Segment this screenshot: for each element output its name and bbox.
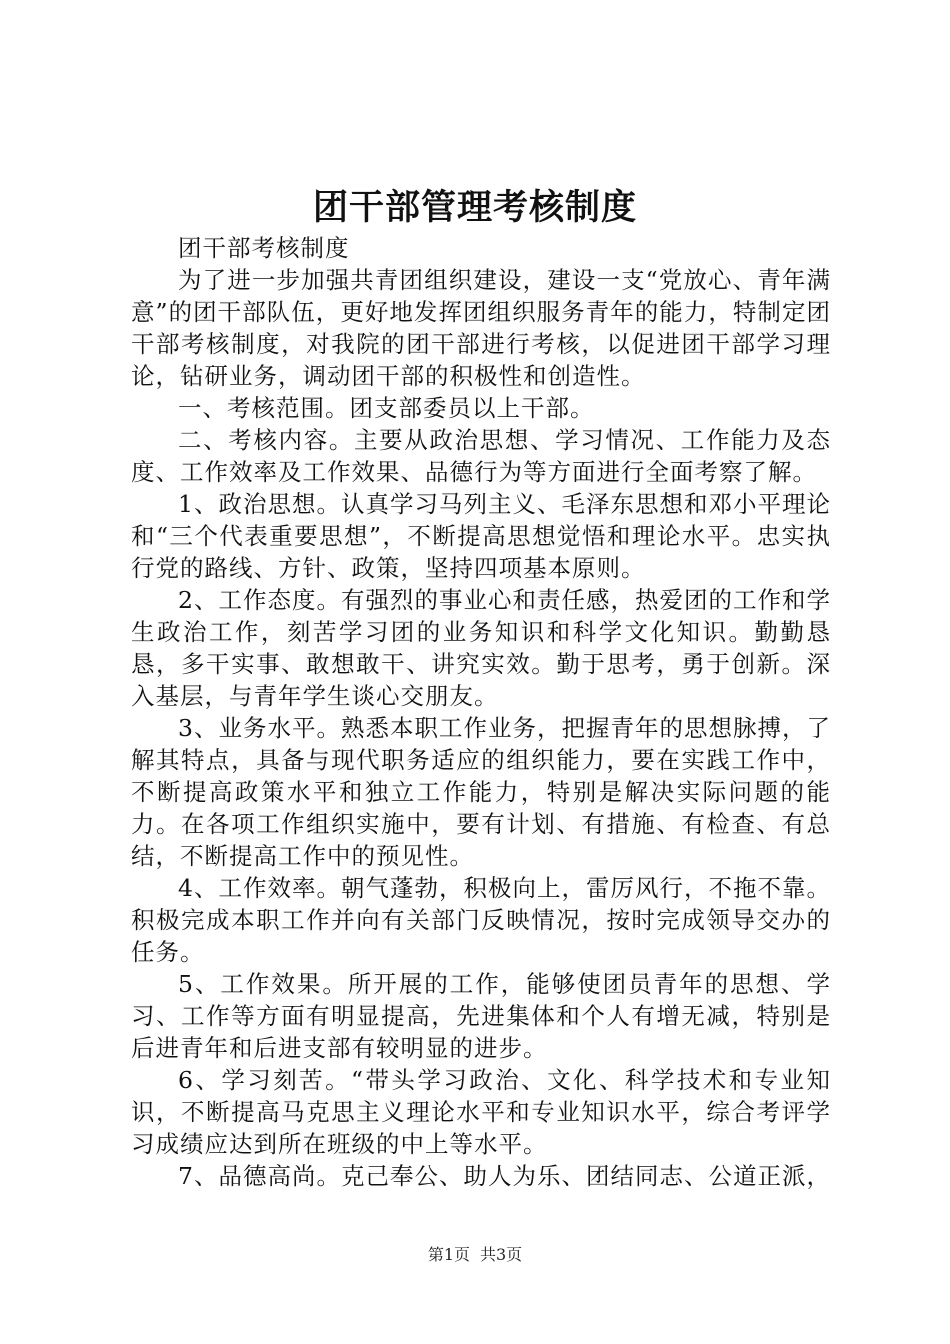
paragraph-item-7: 7、品德高尚。克己奉公、助人为乐、团结同志、公道正派， (178, 1162, 831, 1190)
paragraph-scope: 一、考核范围。团支部委员以上干部。 (178, 394, 595, 422)
paragraph-item-5: 5、工作效果。所开展的工作，能够使团员青年的思想、学习、工作等方面有明显提高，先进集体和个人有增无减，特别是后进青年和后进支部有较明显的进步。 (131, 970, 831, 1062)
page-footer (0, 1244, 950, 1266)
document-title: 团干部管理考核制度 (312, 187, 637, 228)
paragraph-subtitle: 团干部考核制度 (178, 234, 350, 262)
document-body (131, 232, 831, 1192)
paragraph-item-2: 2、工作态度。有强烈的事业心和责任感，热爱团的工作和学生政治工作，刻苦学习团的业务知识和科学文化知识。勤勤恳恳，多干实事、敢想敢干、讲究实效。勤于思考，勇于创新。深入基层，与青年学生谈心交朋友。 (131, 586, 831, 710)
page-total: 共3页 (480, 1245, 523, 1264)
paragraph-item-6: 6、学习刻苦。“带头学习政治、文化、科学技术和专业知识，不断提高马克思主义理论水平和专业知识水平，综合考评学习成绩应达到所在班级的中上等水平。 (131, 1066, 831, 1158)
paragraph-item-3: 3、业务水平。熟悉本职工作业务，把握青年的思想脉搏，了解其特点，具备与现代职务适应的组织能力，要在实践工作中，不断提高政策水平和独立工作能力，特别是解决实际问题的能力。在各项工作组织实施中，要有计划、有措施、有检查、有总结，不断提高工作中的预见性。 (131, 714, 831, 870)
paragraph-intro: 为了进一步加强共青团组织建设，建设一支“党放心、青年满意”的团干部队伍，更好地发挥团组织服务青年的能力，特制定团干部考核制度，对我院的团干部进行考核，以促进团干部学习理论，钻研业务，调动团干部的积极性和创造性。 (131, 266, 831, 390)
paragraph-item-1: 1、政治思想。认真学习马列主义、毛泽东思想和邓小平理论和“三个代表重要思想”，不断提高思想觉悟和理论水平。忠实执行党的路线、方针、政策，坚持四项基本原则。 (131, 490, 831, 582)
paragraph-content: 二、考核内容。主要从政治思想、学习情况、工作能力及态度、工作效率及工作效果、品德行为等方面进行全面考察了解。 (131, 426, 831, 486)
paragraph-item-4: 4、工作效率。朝气蓬勃，积极向上，雷厉风行，不拖不靠。积极完成本职工作并向有关部门反映情况，按时完成领导交办的任务。 (131, 874, 831, 966)
page-number: 第1页 (427, 1245, 470, 1264)
